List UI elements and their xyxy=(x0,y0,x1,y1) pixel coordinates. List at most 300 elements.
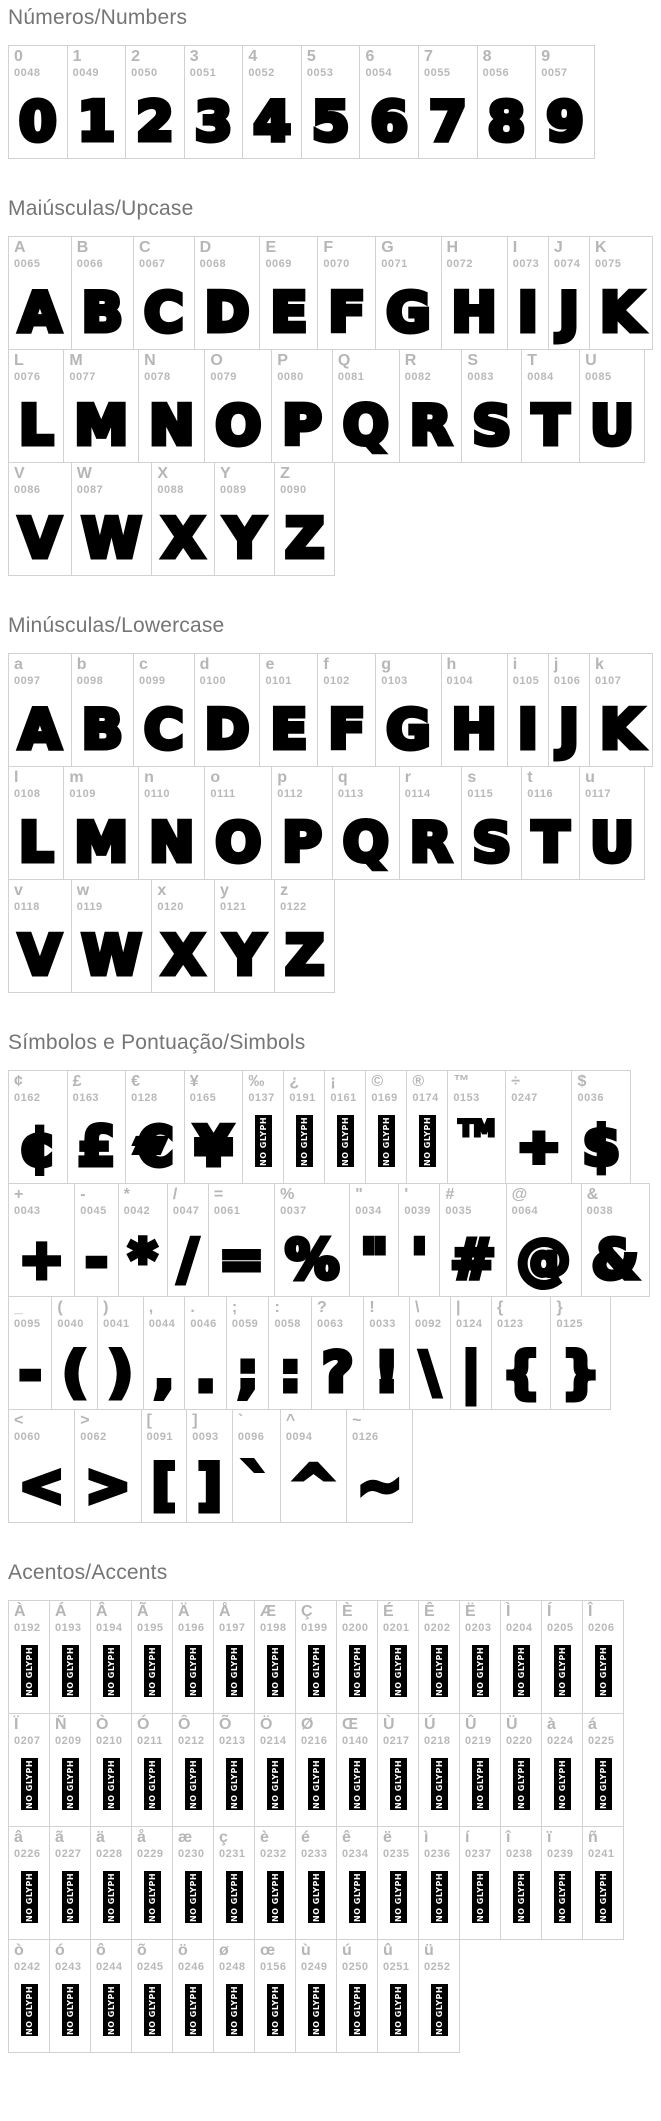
glyph-cell xyxy=(399,766,463,880)
glyph-cell xyxy=(259,653,318,767)
glyph-cell xyxy=(8,1409,75,1523)
no-glyph-badge: NO GLYPH xyxy=(144,1758,161,1810)
unicode-label: 0247 xyxy=(511,1092,538,1104)
char-label: ù xyxy=(301,1942,311,1959)
glyph-cell xyxy=(505,1070,572,1184)
char-label: ÷ xyxy=(511,1073,520,1090)
glyph-row xyxy=(8,1183,650,1297)
glyph: F xyxy=(328,698,366,761)
glyph-cell xyxy=(172,1713,214,1827)
glyph: T xyxy=(532,394,570,457)
unicode-label: 0251 xyxy=(383,1961,410,1973)
glyph: £ xyxy=(77,1115,116,1178)
no-glyph-badge: NO GLYPH xyxy=(308,1645,325,1697)
char-label: [ xyxy=(146,1412,152,1429)
glyph-cell xyxy=(194,653,261,767)
no-glyph-badge: NO GLYPH xyxy=(513,1645,530,1697)
char-label: r xyxy=(404,769,411,786)
glyph-cell xyxy=(204,349,272,463)
char-label: ^ xyxy=(285,1412,296,1429)
no-glyph-badge: NO GLYPH xyxy=(431,1871,448,1923)
unicode-label: 0075 xyxy=(594,258,622,270)
glyph: / xyxy=(178,1228,198,1291)
glyph: # xyxy=(450,1228,496,1291)
no-glyph-badge: NO GLYPH xyxy=(226,1758,243,1810)
unicode-label: 0211 xyxy=(137,1735,163,1747)
section-accents xyxy=(8,1561,661,2053)
glyph-cell xyxy=(172,1939,214,2053)
char-label: å xyxy=(137,1829,146,1846)
char-label: V xyxy=(14,465,25,482)
no-glyph-badge: NO GLYPH xyxy=(62,1984,79,2036)
glyph-cell xyxy=(274,462,335,576)
glyph-cell xyxy=(541,1713,583,1827)
glyph-cell xyxy=(336,1939,378,2053)
char-label: ? xyxy=(317,1299,327,1316)
unicode-label: 0094 xyxy=(285,1431,313,1443)
glyph-cell xyxy=(377,1826,419,1940)
glyph: 3 xyxy=(194,90,233,153)
glyph-row xyxy=(8,462,335,576)
glyph-cell xyxy=(441,236,508,350)
unicode-label: 0231 xyxy=(219,1848,246,1860)
char-label: Ù xyxy=(383,1716,395,1733)
char-label: t xyxy=(527,769,533,786)
glyph-cell xyxy=(90,1713,132,1827)
glyph-cell xyxy=(8,1713,50,1827)
no-glyph-badge: NO GLYPH xyxy=(308,1871,325,1923)
no-glyph-badge: NO GLYPH xyxy=(144,1984,161,2036)
unicode-label: 0101 xyxy=(265,675,292,687)
glyph-cell xyxy=(521,349,580,463)
glyph: L xyxy=(19,394,54,457)
unicode-label: 0112 xyxy=(277,788,304,800)
char-label: Á xyxy=(55,1603,67,1620)
section-numbers xyxy=(8,6,661,159)
glyph: D xyxy=(204,281,250,344)
char-label: w xyxy=(76,882,90,899)
unicode-label: 0201 xyxy=(383,1622,410,1634)
no-glyph-badge: NO GLYPH xyxy=(472,1871,489,1923)
glyph-cell xyxy=(125,45,185,159)
no-glyph-badge: NO GLYPH xyxy=(267,1645,284,1697)
char-label: ¡ xyxy=(330,1073,336,1090)
glyph-cell xyxy=(271,349,333,463)
unicode-label: 0228 xyxy=(96,1848,123,1860)
char-label: Ô xyxy=(178,1716,191,1733)
char-label: Ö xyxy=(260,1716,273,1733)
unicode-label: 0210 xyxy=(96,1735,123,1747)
unicode-label: 0054 xyxy=(365,67,392,79)
unicode-label: 0041 xyxy=(103,1318,130,1330)
char-label: h xyxy=(446,656,457,673)
no-glyph-badge: NO GLYPH xyxy=(472,1645,489,1697)
glyph: V xyxy=(19,924,61,987)
glyph: G xyxy=(386,281,431,344)
char-label: Ï xyxy=(14,1716,19,1733)
glyph: & xyxy=(591,1228,639,1291)
char-label: G xyxy=(381,239,394,256)
unicode-label: 0153 xyxy=(453,1092,480,1104)
char-label: Î xyxy=(588,1603,593,1620)
glyph-cell xyxy=(377,1939,419,2053)
glyph-cell xyxy=(439,1183,506,1297)
glyph-cell xyxy=(459,1600,501,1714)
glyph: - xyxy=(85,1228,108,1291)
char-label: W xyxy=(76,465,92,482)
unicode-label: 0090 xyxy=(280,484,307,496)
char-label: õ xyxy=(137,1942,147,1959)
glyph: N xyxy=(149,394,195,457)
glyph: € xyxy=(136,1115,174,1178)
char-label: < xyxy=(14,1412,24,1429)
unicode-label: 0156 xyxy=(260,1961,287,1973)
char-label: a xyxy=(14,656,23,673)
unicode-label: 0042 xyxy=(123,1205,151,1217)
unicode-label: 0197 xyxy=(219,1622,246,1634)
glyph-row xyxy=(8,236,653,350)
char-label: ' xyxy=(404,1186,409,1203)
unicode-label: 0060 xyxy=(14,1431,41,1443)
unicode-label: 0109 xyxy=(69,788,96,800)
char-label: H xyxy=(446,239,459,256)
glyph-cell xyxy=(63,349,139,463)
glyph-cell xyxy=(280,1409,347,1523)
glyph-cell xyxy=(365,1070,407,1184)
glyph: ) xyxy=(108,1341,133,1404)
char-label: 0 xyxy=(14,48,23,65)
char-label: ¿ xyxy=(289,1073,300,1090)
glyph: S xyxy=(472,811,512,874)
char-label: Ì xyxy=(506,1603,511,1620)
char-label: T xyxy=(527,352,538,369)
char-label: 9 xyxy=(541,48,551,65)
glyph-cell xyxy=(535,45,595,159)
glyph-cell xyxy=(295,1713,337,1827)
char-label: ; xyxy=(231,1299,238,1316)
char-label: n xyxy=(144,769,154,786)
glyph: E xyxy=(270,281,308,344)
unicode-label: 0214 xyxy=(260,1735,287,1747)
glyph: Z xyxy=(285,924,325,987)
glyph-cell xyxy=(172,1600,214,1714)
glyph-cell xyxy=(254,1826,296,1940)
glyph-cell xyxy=(541,1826,583,1940)
glyph: ! xyxy=(374,1341,400,1404)
glyph-cell xyxy=(274,879,335,993)
section-uppercase xyxy=(8,197,661,576)
char-label: à xyxy=(547,1716,556,1733)
unicode-label: 0048 xyxy=(14,67,41,79)
glyph: | xyxy=(461,1341,481,1404)
glyph-cell xyxy=(8,653,72,767)
unicode-label: 0085 xyxy=(585,371,612,383)
glyph-cell xyxy=(582,1826,624,1940)
char-label: U xyxy=(585,352,597,369)
unicode-label: 0102 xyxy=(323,675,350,687)
unicode-label: 0244 xyxy=(96,1961,123,1973)
unicode-label: 0061 xyxy=(213,1205,241,1217)
char-label: ô xyxy=(96,1942,106,1959)
glyph-row xyxy=(8,349,645,463)
char-label: £ xyxy=(72,1073,82,1090)
char-label: Æ xyxy=(260,1603,276,1620)
no-glyph-badge: NO GLYPH xyxy=(554,1871,571,1923)
no-glyph-badge: NO GLYPH xyxy=(267,1758,284,1810)
char-label: Ñ xyxy=(55,1716,67,1733)
char-label: ø xyxy=(219,1942,229,1959)
unicode-label: 0193 xyxy=(55,1622,82,1634)
char-label: } xyxy=(556,1299,563,1316)
glyph: { xyxy=(502,1341,541,1404)
no-glyph-badge: NO GLYPH xyxy=(390,1645,407,1697)
char-label: P xyxy=(277,352,288,369)
glyph-cell xyxy=(254,1713,296,1827)
unicode-label: 0233 xyxy=(301,1848,328,1860)
unicode-label: 0074 xyxy=(553,258,581,270)
char-label: î xyxy=(506,1829,511,1846)
char-label: E xyxy=(265,239,277,256)
glyph-cell xyxy=(131,1939,173,2053)
glyph-cell xyxy=(133,653,195,767)
unicode-label: 0246 xyxy=(178,1961,205,1973)
unicode-label: 0126 xyxy=(352,1431,379,1443)
unicode-label: 0114 xyxy=(404,788,431,800)
glyph-cell xyxy=(336,1713,378,1827)
glyph: $ xyxy=(582,1115,621,1178)
glyph-row xyxy=(8,766,645,880)
char-label: Ú xyxy=(424,1716,436,1733)
glyph-cell xyxy=(74,1183,118,1297)
unicode-label: 0091 xyxy=(146,1431,173,1443)
glyph-cell xyxy=(418,1826,460,1940)
glyph: M xyxy=(74,394,129,457)
glyph-cell xyxy=(214,879,275,993)
no-glyph-badge: NO GLYPH xyxy=(595,1645,612,1697)
char-label: l xyxy=(14,769,19,786)
glyph: I xyxy=(517,698,538,761)
char-label: ) xyxy=(103,1299,109,1316)
char-label: ò xyxy=(14,1942,24,1959)
no-glyph-badge: NO GLYPH xyxy=(226,1645,243,1697)
unicode-label: 0070 xyxy=(323,258,350,270)
unicode-label: 0236 xyxy=(424,1848,451,1860)
char-label: # xyxy=(445,1186,455,1203)
unicode-label: 0056 xyxy=(482,67,510,79)
unicode-label: 0064 xyxy=(511,1205,539,1217)
glyph: [ xyxy=(151,1454,177,1517)
unicode-label: 0038 xyxy=(586,1205,614,1217)
unicode-label: 0220 xyxy=(506,1735,533,1747)
glyph-cell xyxy=(151,879,215,993)
char-label: Ã xyxy=(137,1603,149,1620)
char-label: B xyxy=(76,239,89,256)
glyph-cell xyxy=(184,1296,227,1410)
glyph: \ xyxy=(420,1341,440,1404)
glyph-cell xyxy=(118,1183,168,1297)
glyph: E xyxy=(270,698,308,761)
section-title-lowercase: Minúsculas/Lowercase xyxy=(8,614,225,637)
glyph-cell xyxy=(589,653,653,767)
section-title-uppercase: Maiúsculas/Upcase xyxy=(8,197,194,220)
unicode-label: 0092 xyxy=(415,1318,442,1330)
glyph-cell xyxy=(67,45,127,159)
char-label: ã xyxy=(55,1829,64,1846)
unicode-label: 0225 xyxy=(588,1735,615,1747)
char-label: v xyxy=(14,882,23,899)
no-glyph-badge: NO GLYPH xyxy=(267,1871,284,1923)
char-label: e xyxy=(265,656,275,673)
unicode-label: 0161 xyxy=(330,1092,357,1104)
glyph: M xyxy=(74,811,129,874)
no-glyph-badge: NO GLYPH xyxy=(21,1984,38,2036)
glyph-cell xyxy=(268,1296,312,1410)
unicode-label: 0069 xyxy=(265,258,292,270)
glyph-cell xyxy=(375,236,441,350)
glyph-cell xyxy=(507,236,549,350)
glyph: 7 xyxy=(429,90,467,153)
glyph-cell xyxy=(242,1070,284,1184)
glyph: 2 xyxy=(136,90,174,153)
glyph-cell xyxy=(194,236,261,350)
glyph: R xyxy=(409,394,452,457)
no-glyph-badge: NO GLYPH xyxy=(431,1758,448,1810)
glyph-cell xyxy=(8,45,68,159)
char-label: _ xyxy=(14,1299,23,1316)
unicode-label: 0093 xyxy=(192,1431,219,1443)
unicode-label: 0083 xyxy=(467,371,494,383)
unicode-label: 0059 xyxy=(231,1318,259,1330)
unicode-label: 0241 xyxy=(588,1848,615,1860)
glyph-cell xyxy=(271,766,333,880)
glyph-cell xyxy=(184,1070,244,1184)
glyph-cell xyxy=(295,1600,337,1714)
unicode-label: 0194 xyxy=(96,1622,123,1634)
unicode-label: 0169 xyxy=(371,1092,398,1104)
char-label: Y xyxy=(220,465,231,482)
char-label: g xyxy=(381,656,391,673)
unicode-label: 0103 xyxy=(381,675,408,687)
glyph-cell xyxy=(131,1826,173,1940)
glyph-cell xyxy=(49,1826,91,1940)
glyph-cell xyxy=(51,1296,98,1410)
unicode-label: 0100 xyxy=(199,675,227,687)
no-glyph-badge: NO GLYPH xyxy=(431,1984,448,2036)
char-label: , xyxy=(148,1299,154,1316)
char-label: ó xyxy=(55,1942,65,1959)
char-label: D xyxy=(199,239,212,256)
unicode-label: 0088 xyxy=(157,484,184,496)
glyph-cell xyxy=(71,879,153,993)
glyph: 4 xyxy=(253,90,291,153)
unicode-label: 0120 xyxy=(157,901,184,913)
unicode-label: 0082 xyxy=(404,371,432,383)
glyph-cell xyxy=(500,1600,542,1714)
glyph-cell xyxy=(125,1070,185,1184)
char-label: Ó xyxy=(137,1716,150,1733)
glyph: L xyxy=(19,811,54,874)
glyph: O xyxy=(215,811,262,874)
unicode-label: 0076 xyxy=(14,371,41,383)
unicode-label: 0057 xyxy=(541,67,568,79)
glyph-cell xyxy=(97,1296,144,1410)
no-glyph-badge: NO GLYPH xyxy=(513,1758,530,1810)
char-label: Â xyxy=(96,1603,108,1620)
glyph: P xyxy=(282,394,322,457)
unicode-label: 0084 xyxy=(527,371,554,383)
glyph: K xyxy=(599,281,642,344)
no-glyph-badge: NO GLYPH xyxy=(144,1645,161,1697)
no-glyph-badge: NO GLYPH xyxy=(185,1758,202,1810)
glyph: H xyxy=(451,698,497,761)
glyph: ^ xyxy=(290,1454,337,1517)
char-label: € xyxy=(131,1073,141,1090)
glyph: 8 xyxy=(487,90,526,153)
unicode-label: 0044 xyxy=(148,1318,176,1330)
char-label: f xyxy=(323,656,329,673)
no-glyph-badge: NO GLYPH xyxy=(431,1645,448,1697)
char-label: j xyxy=(553,656,559,673)
glyph: Y xyxy=(225,924,265,987)
no-glyph-badge: NO GLYPH xyxy=(337,1115,354,1167)
glyph-cell xyxy=(406,1070,448,1184)
glyph: H xyxy=(451,281,497,344)
char-label: Q xyxy=(337,352,351,369)
glyph-cell xyxy=(571,1070,631,1184)
char-label: œ xyxy=(260,1942,276,1959)
glyph-cell xyxy=(213,1826,255,1940)
no-glyph-badge: NO GLYPH xyxy=(308,1758,325,1810)
char-label: Ä xyxy=(178,1603,190,1620)
glyph-cell xyxy=(581,1183,650,1297)
char-label: û xyxy=(383,1942,393,1959)
glyph-cell xyxy=(71,236,134,350)
char-label: © xyxy=(371,1073,384,1090)
unicode-label: 0227 xyxy=(55,1848,82,1860)
char-label: Ê xyxy=(424,1603,435,1620)
char-label: ~ xyxy=(352,1412,362,1429)
glyph-row xyxy=(8,879,335,993)
glyph: Y xyxy=(225,507,265,570)
glyph: < xyxy=(19,1454,65,1517)
glyph: ÷ xyxy=(516,1115,562,1178)
unicode-label: 0068 xyxy=(199,258,227,270)
char-label: u xyxy=(585,769,595,786)
unicode-label: 0204 xyxy=(506,1622,533,1634)
char-label: L xyxy=(14,352,24,369)
glyph: J xyxy=(558,281,579,344)
glyph-cell xyxy=(213,1600,255,1714)
unicode-label: 0105 xyxy=(512,675,540,687)
glyph-cell xyxy=(8,1183,75,1297)
char-label: Û xyxy=(465,1716,477,1733)
unicode-label: 0081 xyxy=(337,371,365,383)
unicode-label: 0235 xyxy=(383,1848,410,1860)
unicode-label: 0217 xyxy=(383,1735,410,1747)
glyph: + xyxy=(19,1228,65,1291)
glyph-cell xyxy=(447,1070,506,1184)
glyph-cell xyxy=(74,1409,141,1523)
unicode-label: 0205 xyxy=(547,1622,574,1634)
char-label: ™ xyxy=(453,1073,470,1090)
char-label: ï xyxy=(547,1829,552,1846)
no-glyph-badge: NO GLYPH xyxy=(296,1115,313,1167)
char-label: ` xyxy=(237,1412,244,1429)
unicode-label: 0213 xyxy=(219,1735,246,1747)
glyph-cell xyxy=(589,236,653,350)
glyph-cell xyxy=(131,1713,173,1827)
glyph-cell xyxy=(418,1939,460,2053)
